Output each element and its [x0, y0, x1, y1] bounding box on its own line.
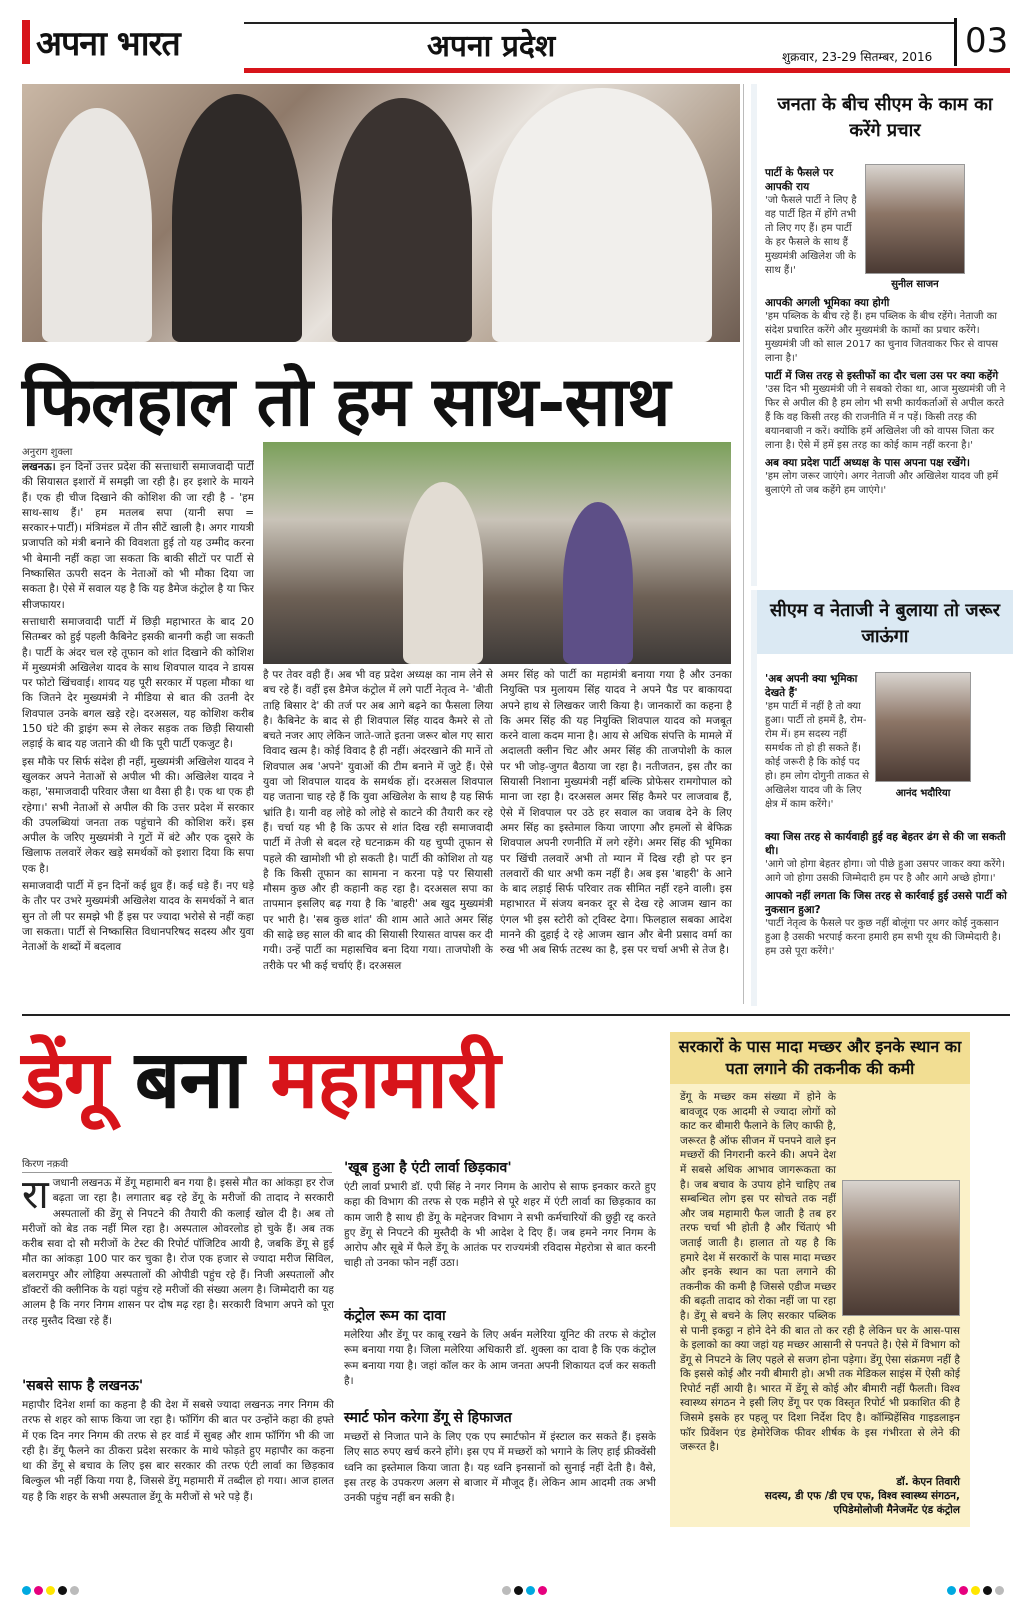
- paragraph: सत्ताधारी समाजवादी पार्टी में छिड़ी महाभारत के बाद 20 सितम्बर को हुई पहली कैबिनेट इसकी बानगी कही जा सकती है। पार्टी के अंदर चल रहे तूफान को शांत दिखाने की कोशिश में मुख्यमंत्री अखिलेश यादव के साथ शिवपाल यादव ने डायस पर फोटो खिंचवाई। शायद यह पूरी सरकार में पहला मौका था कि जितने देर मुख्यमंत्री ने मीडिया से बात की उतनी देर शिवपाल उनके बगल खड़े रहे। दरअसल, यह कोशिश करीब 150 घंटे की ड्राइंग रूम से लेकर सड़क तक छिड़ी सियासी लड़ाई के बाद यह जताने की थी कि पूरी पार्टी एकजुट है।: [22, 615, 254, 751]
- qa-block: [765, 672, 869, 815]
- dengue-column-1a: [22, 1176, 334, 1372]
- dateline: लखनऊ।: [22, 461, 56, 473]
- dengue-headline: [22, 1022, 499, 1131]
- portrait-photo: [865, 164, 965, 274]
- portrait-photo: [875, 672, 971, 782]
- person-figure: [492, 88, 712, 342]
- magenta-dot: [959, 1586, 968, 1595]
- qa-block: [765, 830, 1009, 962]
- dengue-column-1b: महापौर दिनेश शर्मा का कहना है की देश में सबसे ज्यादा लखनऊ नगर निगम की तरफ से शहर को साफ किया जा रहा है। फॉगिंग की बात पर उन्होंने कहा की हफ्ते में एक दिन नगर निगम की तरफ से हर वार्ड में सुबह और शाम फॉगिंग भी की जा रही है। डेंगू फैलने का ठीकरा प्रदेश सरकार के माथे फोड़ते हुए महापौर का कहना था की डेंगू से बचाव के लिए इस बार सरकार की तरफ एंटी लार्वा का छिड़काव बिल्कुल भी नहीं किया गया है, जिससे डेंगू महामारी में तब्दील हो गया। आज हालत यह है कि शहर के सभी अस्पताल डेंगू के मरीजों से भरे पड़े हैं।: [22, 1399, 334, 1503]
- person-figure: [42, 108, 152, 342]
- box-title: सरकारों के पास मादा मच्छर और इनके स्थान का पता लगाने की तकनीक की कमी: [670, 1032, 970, 1084]
- dengue-column-2b: मलेरिया और डेंगू पर काबू रखने के लिए अर्बन मलेरिया यूनिट की तरफ से कंट्रोल रूम बनाया गया है। जिला मलेरिया अधिकारी डॉ. शुक्ला का दावा है कि एक कंट्रोल रूम बनाया गया है। जहां कॉल कर के आम जनता अपनी शिकायत दर्ज कर सकती है।: [344, 1329, 656, 1387]
- brand-name: अपना भारत: [36, 24, 180, 64]
- paragraph: इस मौके पर सिर्फ संदेश ही नहीं, मुख्यमंत्री अखिलेश यादव ने खुलकर अपने नेताओं से अपील भी की। अखिलेश यादव ने कहा, 'समाजवादी परिवार जैसा था वैसा ही है। एक था एक ही रहेगा।' सभी नेताओं से अपील की कि उत्तर प्रदेश में सरकार की उपलब्धियां जनता तक पहुंचाने की कोशिश करें। इस अपील के जरिए मुख्यमंत्री ने गुटों में बंटे और एक दूसरे के खिलाफ तलवारें लेकर खड़े समर्थकों को इशारा दिया कि सपा एक है।: [22, 755, 254, 875]
- cyan-dot: [22, 1586, 31, 1595]
- expert-signature: [765, 1475, 960, 1517]
- grey-dot: [70, 1586, 79, 1595]
- qa-question: क्या जिस तरह से कार्यवाही हुई वह बेहतर ढंग से की जा सकती थी।: [765, 831, 1006, 857]
- sidebar-title: जनता के बीच सीएम के काम का करेंगे प्रचार: [757, 84, 1013, 148]
- masthead-red-rule: [244, 68, 1010, 73]
- person-figure: [563, 502, 633, 664]
- qa-block: [765, 296, 1009, 501]
- qa-answer: 'जो फैसले पार्टी ने लिए है वह पार्टी हित में होंगे तभी तो लिए गए हैं। हम पार्टी के हर फैसले के साथ हैं मुख्यमंत्री अखिलेश जी के साथ हैं।': [765, 195, 857, 276]
- person-figure: [332, 98, 472, 342]
- masthead: [22, 14, 1010, 72]
- headline-word: बना: [134, 1032, 244, 1126]
- dengue-column-2a: एंटी लार्वा प्रभारी डॉ. एपी सिंह ने नगर निगम के आरोप से साफ इनकार करते हुए कहा की विभाग की तरफ से एक महीने से पूरे शहर में एंटी लार्वा का छिड़काव का काम जारी है साथ ही डेंगू के मद्देनजर विभाग ने सभी कर्मचारियों की छुट्टी रद्द करते हुए डेंगू से निपटने की मुस्तैदी के भी आदेश दे दिए हैं। जब हमने नगर निगम के आरोप और सूबे में फैले डेंगू के आतंक पर राज्यमंत्री रविदास मेहरोत्रा से बात करनी चाही तो उनका फोन नहीं उठा।: [344, 1181, 656, 1270]
- yellow-dot: [46, 1586, 55, 1595]
- page-number: 03: [954, 18, 1010, 66]
- black-dot: [514, 1586, 523, 1595]
- yellow-dot: [971, 1586, 980, 1595]
- expert-opinion-box: [670, 1032, 970, 1527]
- story-column-3: अमर सिंह को पार्टी का महामंत्री बनाया गया है और उनका नियुक्ति पत्र मुलायम सिंह यादव ने अपने पैड पर बाकायदा अपने हाथ से लिखकर जारी किया है। जानकारों का कहना है कि अमर सिंह की यह नियुक्ति शिवपाल यादव को मजबूत करने वाला कदम माना है। आय से अधिक संपत्ति के मामले में अदालती क्लीन चिट और अमर सिंह की ताजपोशी के काल पर भी जोड़-जुगत बैठाया जा रहा है। नतीजतन, इस तौर का सियासी निशाना मुख्यमंत्री नहीं बल्कि प्रोफेसर रामगोपाल को माना जा रहा है। दरअसल अमर सिंह कैमरे पर लाजवाब हैं, ऐसे में शिवपाल पर उठे हर सवाल का जवाब देने के लिए अमर सिंह का इस्तेमाल किया जाएगा और हमलों से बेफिक्र शिवपाल अपनी रणनीति में लगे रहेंगे। अमर सिंह की भूमिका पर खिंची तलवारें अभी तो म्यान में दिख रही हो पर इन तलवारों की धार अभी कम नहीं है। अब इस 'बाहरी' के आने के बाद लड़ाई सिर्फ परिवार तक सीमित नहीं रहने वाली। इस महाभारत में संजय बनकर दूर से देख रहे आजम खान का एंगल भी इस स्टोरी को ट्विस्ट देगा। फिलहाल सबका आदेश मानने की दुहाई दे रहे आजम खान और बेनी प्रसाद वर्मा का रुख भी अब सिर्फ तटस्थ का है, इस पर चर्चा अभी से तेज है।: [500, 669, 732, 957]
- drop-cap: रा: [22, 1176, 49, 1218]
- masthead-top-rule: [244, 22, 956, 24]
- color-dots-center: [502, 1586, 547, 1595]
- portrait-caption: सुनील साजन: [891, 279, 939, 290]
- story-column-2: है पर तेवर वही हैं। अब भी वह प्रदेश अध्यक्ष का नाम लेने से बच रहे हैं। वहीं इस डैमेज कंट्रोल में लगे पार्टी नेतृत्व ने- 'बीती ताहि बिसार दे' की तर्ज पर अब आगे बढ़ने का फैसला लिया है। कैबिनेट के बाद से ही शिवपाल सिंह यादव कैमरे से तो बचते नजर आए लेकिन जाते-जाते इतना जरूर बोल गए सारा विवाद खत्म है। कोई विवाद है ही नहीं। अंदरखाने की मानें तो शिवपाल अब 'अपने' युवाओं की टीम बनाने में जुटे हैं। ऐसे युवा जो शिवपाल यादव के समर्थक हों। दरअसल शिवपाल यह जताना चाह रहे हैं कि युवा अखिलेश के साथ है यह सिर्फ भ्रांति है। यानी वह लोहे को लोहे से काटने की तैयारी कर रहे हैं। चर्चा यह भी है कि ऊपर से शांत दिख रही समाजवादी पार्टी में तेजी से बदल रहे घटनाक्रम की यह चुप्पी तूफान से पहले की खामोशी भी हो सकती है। पार्टी की कोशिश तो यह है कि किसी तूफान का सामना न करना पड़े पर सियासी मौसम कुछ और ही कहानी कह रहा है। दरअसल सपा का तापमान इसलिए बढ़ गया है कि 'बाहरी' अब खुद मुख्यमंत्री पर भारी है। 'सब कुछ शांत' की शाम आते आते अमर सिंह की साढ़े छह साल की बाद की सियासी रियासत वापस कर दी गयी। उन्हें पार्टी का महासचिव बना दिया गया। ताजपोशी के तरीके पर भी कई चर्चाएं हैं। दरअसल: [263, 669, 493, 972]
- expert-title: सदस्य, डी एफ /डी एच एफ, विश्व स्वास्थ्य संगठन,: [764, 1490, 960, 1502]
- magenta-dot: [34, 1586, 43, 1595]
- cyan-dot: [526, 1586, 535, 1595]
- registration-dots: [22, 1586, 1010, 1596]
- grey-dot: [502, 1586, 511, 1595]
- leaders-photo: [22, 84, 740, 342]
- paragraph: डेंगू के मच्छर कम संख्या में होने के बावजूद एक आदमी से ज्यादा लोगों को काट कर बीमारी फैलाने के लिए काफी है, जरूरत है ऑफ सीजन में पनपने वाले इन मच्छरों की निगरानी करने की। अपने देश में सबसे अधिक आभाव जागरूकता का है। जब बचाव के उपाय होने चाहिए तब सम्बन्धित लोग इस पर सोचते तक नहीं और जब महामारी फैल जाती है तब हर तरफ चर्चा भी होती है और चिंताएं भी जताई जाती है। हालात तो यह है कि हमारे देश में सरकारों के पास मादा मच्छर और इनके स्थान का पता लगाने की तकनीक की कमी है जिससे एडीज मच्छर की बढ़ती तादाद को रोका नहीं जा पा रहा है। डेंगू से बचने के लिए सरकार पब्लिक से पानी इकट्ठा न होने देने की बात तो कर रही है लेकिन घर के आस-पास के इलाको का क्या जहां यह मच्छर आसानी से पनपते है। ऐसे में विभाग को डेंगू से निपटने के लिए पहले से सजग होना पड़ेगा। डेंगू ऐसा संक्रमण नहीं है कि इससे कोई और नयी बीमारी हो। अभी तक मेडिकल साइंस में ऐसी कोई रिपोर्ट नहीं आयी है। भारत में डेंगू से कोई और बीमारी नहीं फैलती। विश्व स्वास्थ्य संगठन ने इसी लिए डेंगू पर एक विस्तृत रिपोर्ट भी प्रकाशित की है जिसमे इसके हर पहलू पर दिशा निर्देश दिए है। कॉम्प्रिहेंसिव गाइडलाइन फॉर प्रिवेंशन एंड हेमोरेजिक फीवर शीर्षक के इस गंभीरता से लेने की जरूरत है।: [680, 1091, 960, 1454]
- sidebar-title: सीएम व नेताजी ने बुलाया तो जरूर जाऊंगा: [757, 590, 1013, 654]
- qa-answer: 'हम पब्लिक के बीच रहे हैं। हम पब्लिक के बीच रहेंगे। नेताजी का संदेश प्रचारित करेंगे और मुख्यमंत्री के कामों का प्रचार करेंगे। मुख्यमंत्री जी को साल 2017 का चुनाव जितवाकर फिर से वापस लाना है।': [765, 311, 999, 364]
- brand-red-bar: [22, 20, 30, 64]
- qa-question: आपको नहीं लगता कि जिस तरह से कार्रवाई हुई उससे पार्टी को नुकसान हुआ?: [765, 890, 1007, 916]
- brand-logo: [22, 20, 180, 64]
- black-dot: [983, 1586, 992, 1595]
- qa-answer: 'उस दिन भी मुख्यमंत्री जी ने सबको रोका था, आज मुख्यमंत्री जी ने फिर से अपील की है हम लोग भी सभी कार्यकर्ताओं से अपील करते हैं कि वह किसी तरह की राजनीति में न पड़ें। किसी तरह की बयानबाजी न करें। क्योंकि हमें अखिलेश जी को वापस जिता कर लाना है। ऐसे में हमें इस तरह का कोई काम नहीं करना है।': [765, 384, 1006, 451]
- color-dots-right: [947, 1586, 1004, 1595]
- paragraph: जधानी लखनऊ में डेंगू महामारी बन गया है। इससे मौत का आंकड़ा हर रोज बढ़ता जा रहा है। लगातार बढ़ रहे डेंगू के मरीजों की तादाद ने सरकारी अस्पतालों की डेंगू से निपटने की तैयारी की कलाई खोल दी है। अब तो मरीजों को बेड तक नहीं मिल रहा है। अस्पताल ओवरलोड हो चुके हैं। अब तक करीब सवा दो सौ मरीजों के टेस्ट की रिपोर्ट पॉजिटिव आयी है, जबकि डेंगू से हुई मौत का आंकड़ा 100 पार कर चुका है। रोज एक हजार से ज्यादा मरीज सिविल, बलरामपुर और लोहिया अस्पतालों की ओपीडी पहुंच रहे हैं। निजी अस्पतालों और डॉक्टरों की क्लीनिक के यहां पहुंच रहे मरीजों की संख्या अलग है। जिम्मेदारी का यह आलम है कि नगर निगम शासन पर दोष मढ़ रहा है। सरकारी विभाग अपने को पूरा तरह मुस्तैद दिखा रहे हैं।: [22, 1177, 334, 1327]
- qa-answer: 'हम लोग जरूर जाएंगे। अगर नेताजी और अखिलेश यादव जी हमें बुलाएंगे तो जब कहेंगे हम जाएंगे।': [765, 471, 999, 496]
- interview-sidebar-1: [751, 84, 1013, 586]
- story-byline: किरण नक़वी: [22, 1156, 332, 1173]
- paragraph: लखनऊ। इन दिनों उत्तर प्रदेश की सत्ताधारी समाजवादी पार्टी की सियासत इशारों में समझी जा रही है। हर इशारे के मायने हैं। एक ही चीज दिखाने की कोशिश की जा रही है - 'हम साथ-साथ हैं।' हम मतलब सपा (यानी सपा = सरकार+पार्टी)। मंत्रिमंडल में तीन सीटें खाली है। अगर गायत्री प्रजापति को मंत्री बनाने की विवशता हुई तो यह उम्मीद करना भी बेमानी नहीं कहा जा सकता कि बाकी सीटों पर पार्टी से निष्कासित ऊपरी सदन के नेताओं को भी मौका दिया जा सकता है। ऐसे में सवाल यह है कि यह डैमेज कंट्रोल है या फिर सीजफायर।: [22, 461, 254, 611]
- grey-dot: [995, 1586, 1004, 1595]
- subheading: 'खूब हुआ है एंटी लार्वा छिड़काव': [344, 1160, 512, 1176]
- expert-name: डॉ. केएन तिवारी: [896, 1476, 960, 1488]
- dengue-column-2c: मच्छरों से निजात पाने के लिए एक एप स्मार्टफोन में इंस्टाल कर सकते हैं। इसके लिए साठ रुपए खर्च करने होंगे। इस एप में मच्छरों को भगाने के लिए हाई फ्रीक्वेंसी ध्वनि का इस्तेमाल किया जाता है। यह ध्वनि इनसानों को सुनाई नहीं देती है। वैसे, इस तरह के उपकरण अलग से बाजार में मौजूद हैं। लेकिन आम आदमी तक अभी उनकी पहुंच नहीं बन सकी है।: [344, 1431, 656, 1505]
- color-dots-left: [22, 1586, 79, 1595]
- qa-answer: 'आगे जो होगा बेहतर होगा। जो पीछे हुआ उसपर जाकर क्या करेंगे। आगे जो होगा उसकी जिम्मेदारी हम पर है और आगे अच्छे होगा।': [765, 859, 1005, 884]
- interview-sidebar-2: [751, 590, 1013, 1006]
- headline-word: महामारी: [270, 1032, 500, 1126]
- qa-question: 'अब अपनी क्या भूमिका देखते हैं': [765, 673, 858, 699]
- cyan-dot: [947, 1586, 956, 1595]
- headline-word: डेंगू: [22, 1032, 108, 1126]
- section-title: अपना प्रदेश: [427, 29, 556, 64]
- story-byline: अनुराग शुक्ला: [22, 444, 254, 461]
- qa-question: अब क्या प्रदेश पार्टी अध्यक्ष के पास अपना पक्ष रखेंगे।: [765, 457, 970, 469]
- person-figure: [403, 482, 483, 664]
- portrait-caption: आनंद भदौरिया: [895, 788, 951, 799]
- black-dot: [58, 1586, 67, 1595]
- subheading: कंट्रोल रूम का दावा: [344, 1308, 446, 1324]
- qa-question: पार्टी में जिस तरह से इस्तीफों का दौर चला उस पर क्या कहेंगे: [765, 370, 999, 382]
- story-headline: फिलहाल तो हम साथ-साथ: [22, 362, 670, 442]
- section-divider: [22, 1014, 1010, 1016]
- issue-date: शुक्रवार, 23-29 सितम्बर, 2016: [782, 50, 933, 64]
- expert-portrait: [842, 1180, 960, 1316]
- qa-answer: 'पार्टी नेतृत्व के फैसले पर कुछ नहीं बोलूंगा पर अगर कोई नुकसान हुआ है उसकी भरपाई करना हमारी हम सभी यूथ की जिम्मेदारी है। हम उसे पूरा करेंगे।': [765, 918, 1001, 957]
- box-body: [670, 1084, 970, 1456]
- subheading: 'सबसे साफ है लखनऊ': [22, 1378, 144, 1394]
- crowd-photo: [263, 442, 731, 664]
- magenta-dot: [538, 1586, 547, 1595]
- qa-answer: 'हम पार्टी में नहीं है तो क्या हुआ। पार्टी तो हममें है, रोम-रोम में। हम सदस्य नहीं समर्थक तो हो ही सकते हैं। कोई जरूरी है कि कोई पद हो। हम लोग दोगुनी ताकत से अखिलेश यादव जी के लिए क्षेत्र में काम करेंगे।': [765, 701, 869, 810]
- qa-block: [765, 166, 857, 281]
- paragraph: समाजवादी पार्टी में इन दिनों कई ध्रुव हैं। कई धड़े हैं। नए धड़े के तौर पर उभरे मुख्यमंत्री अखिलेश यादव के समर्थकों ने बात सुन तो ली पर समझे भी हैं इस पर ज्यादा भरोसे से नहीं कहा जा सकता। पार्टी से निष्कासित विधानपरिषद सदस्य और युवा नेताओं के शब्दों में बदलाव: [22, 880, 254, 954]
- subheading: स्मार्ट फोन करेगा डेंगू से हिफाजत: [344, 1410, 512, 1426]
- qa-question: आपकी अगली भूमिका क्या होगी: [765, 297, 890, 309]
- person-figure: [172, 94, 302, 342]
- expert-title: एपिडेमोलोजी मैनेजमेंट एंड कंट्रोल: [833, 1504, 960, 1516]
- column-divider: [743, 84, 744, 1004]
- qa-question: पार्टी के फैसले पर आपकी राय: [765, 167, 834, 193]
- story-column-1: [22, 460, 254, 1008]
